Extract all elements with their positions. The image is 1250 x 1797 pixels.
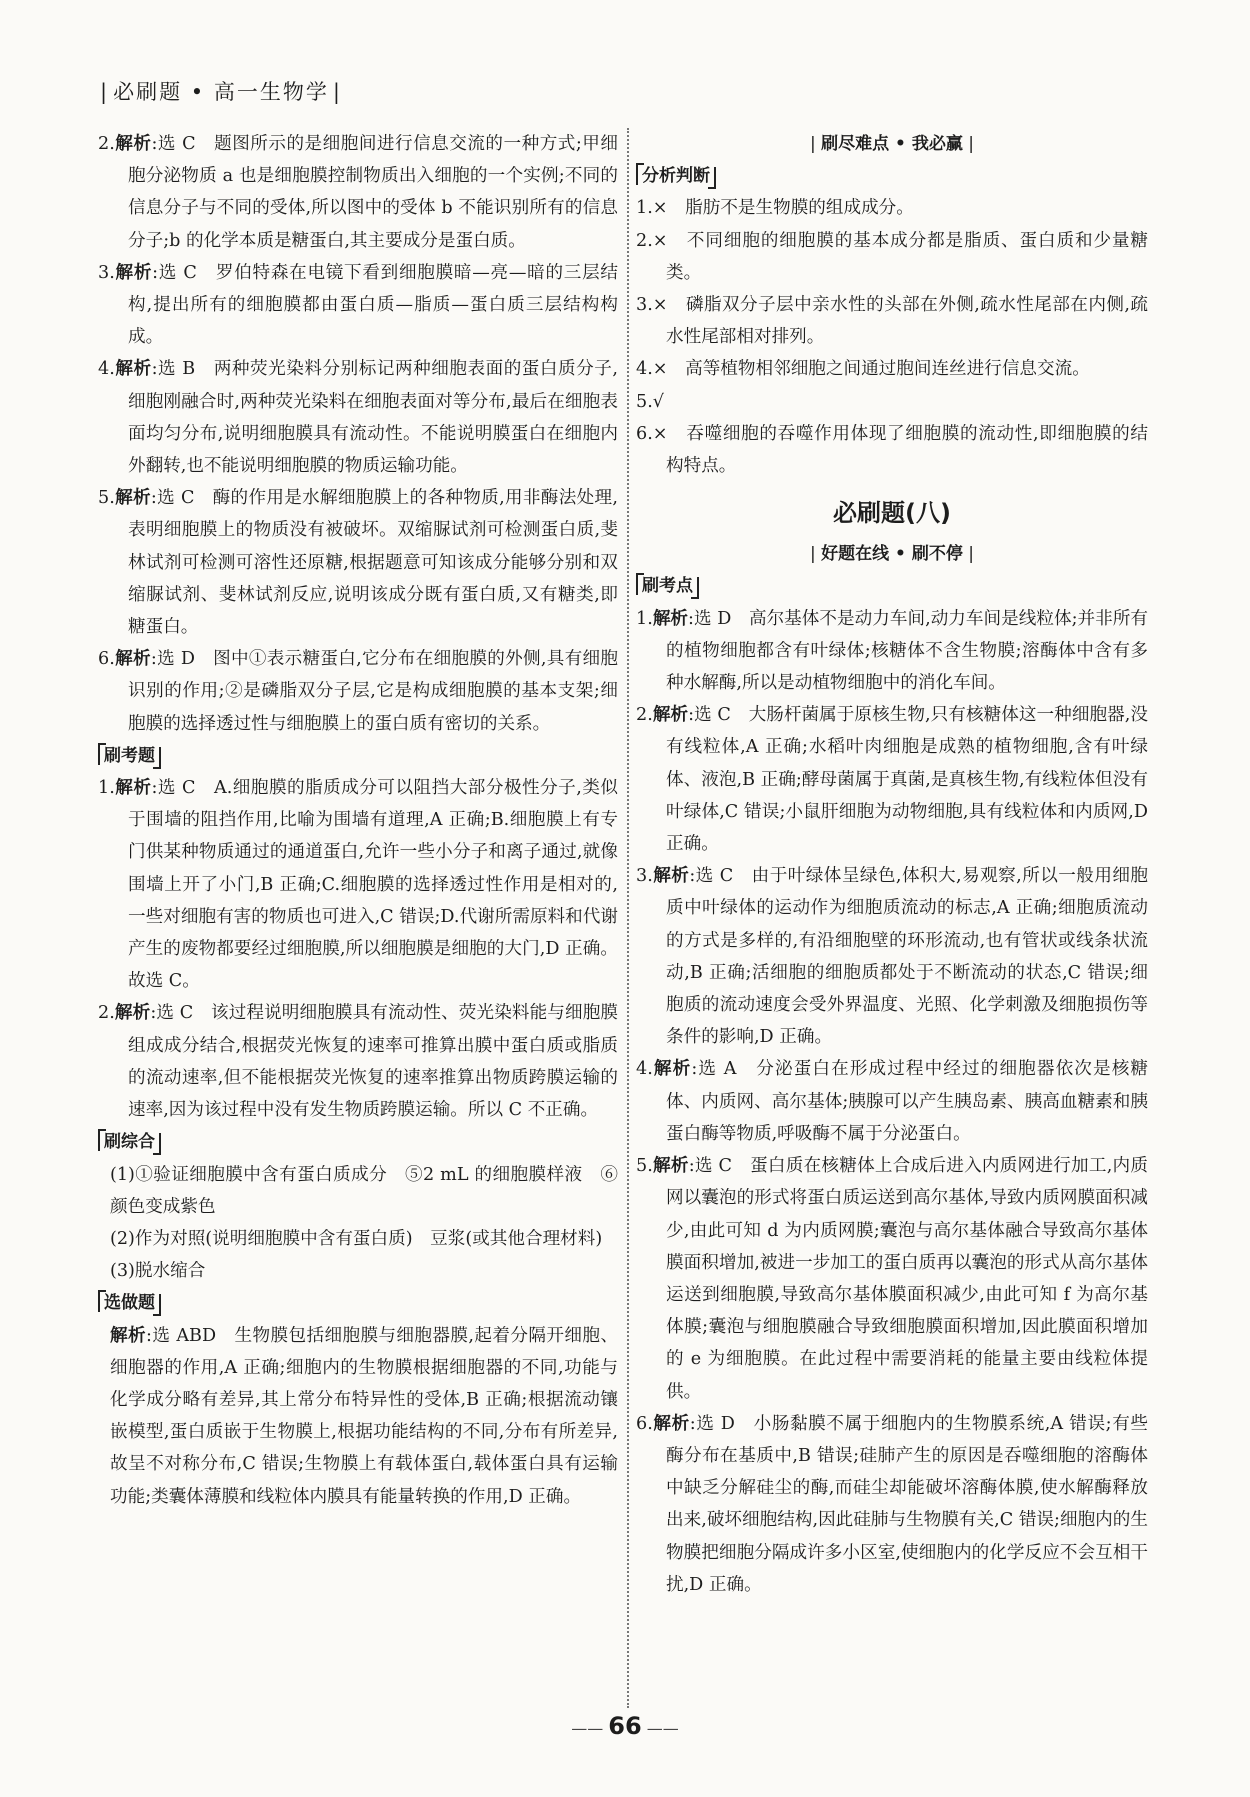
answer-text: :选 ABD 生物膜包括细胞膜与细胞器膜,起着分隔开细胞、细胞器的作用,A 正确;细胞内的生物膜根据细胞器的不同,功能与化学成分略有差异,其上常分布特异性的受体,B 正确;根据流动镶嵌模型,蛋白质嵌于生物膜上,根据功能结构的不同,分布有所差异,故呈不对称分布,C 错误;生物膜上有载体蛋白,载体蛋白具有运输功能;类囊体薄膜和线粒体内膜具有能量转换的作用,D 正确。 [110,1325,618,1507]
item-number: 3. [636,866,653,887]
item-number: 2. [98,1003,115,1024]
answer-item [636,386,1148,418]
answer-item [636,192,1148,224]
section-label-zonghe: 刷综合 [98,1129,161,1155]
answer-text: × 吞噬细胞的吞噬作用体现了细胞膜的流动性,即细胞膜的结构特点。 [652,423,1148,477]
banner-text: | 刷尽难点 • 我必赢 | [810,134,974,154]
item-number: 1. [636,198,653,219]
comp-line-1: (1)①验证细胞膜中含有蛋白质成分 ⑤2 mL 的细胞膜样液 ⑥颜色变成紫色 [110,1164,618,1217]
answer-text: × 脂肪不是生物膜的组成成分。 [652,198,914,219]
comp-line-3: (3)脱水缩合 [110,1261,206,1282]
left-column [98,128,618,1513]
answer-list [98,128,618,740]
running-header: | 必刷题 • 高一生物学 | [100,76,342,106]
answer-item [98,997,618,1126]
item-number: 5. [98,488,115,509]
item-number: 5. [636,1156,653,1177]
answer-label: 解析 [110,1325,146,1346]
answer-label: 解析 [114,1003,151,1024]
answer-item [98,482,618,643]
banner-text: | 好题在线 • 刷不停 | [810,544,974,564]
answer-item [636,418,1148,482]
answer-label: 解析 [652,1059,692,1080]
comp-line-2: (2)作为对照(说明细胞膜中含有蛋白质) 豆浆(或其他合理材料) [110,1228,603,1249]
answer-item [98,643,618,740]
answer-item [636,699,1148,860]
page-number: —— 66 —— [0,1712,1250,1740]
answer-text: × 不同细胞的细胞膜的基本成分都是脂质、蛋白质和少量糖类。 [652,230,1148,283]
item-number: 3. [636,295,653,316]
answer-text: :选 D 高尔基体不是动力车间,动力车间是线粒体;并非所有的植物细胞都含有叶绿体;核糖体不含生物膜;溶酶体中含有多种水解酶,所以是动植物细胞中的消化车间。 [666,608,1148,694]
item-number: 5. [636,391,653,412]
section-banner [636,538,1148,570]
answer-label: 解析 [652,866,690,887]
section-banner [636,128,1148,160]
answer-item [636,603,1148,700]
item-number: 6. [636,423,653,444]
item-number: 1. [636,608,653,629]
answer-label: 解析 [652,1413,690,1434]
answer-item [636,353,1148,385]
item-number: 4. [636,1059,653,1080]
answer-text: √ [652,391,665,412]
answer-text: :选 C 由于叶绿体呈绿色,体积大,易观察,所以一般用细胞质中叶绿体的运动作为细胞质流动的标志,A 正确;细胞质流动的方式是多样的,有沿细胞壁的环形流动,也有管状或线条状流动,B 正确;活细胞的细胞质都处于不断流动的状态,C 错误;细胞质的流动速度会受外界温度、光照、化学刺激及细胞损伤等条件的影响,D 正确。 [666,866,1148,1048]
answer-item [636,289,1148,353]
answer-text: :选 C 题图所示的是细胞间进行信息交流的一种方式;甲细胞分泌物质 a 也是细胞膜控制物质出入细胞的一个实例;不同的信息分子与不同的受体,所以图中的受体 b 不能识别所有的信息分子;b 的化学本质是糖蛋白,其主要成分是蛋白质。 [128,134,618,251]
answer-text: :选 C 该过程说明细胞膜具有流动性、荧光染料能与细胞膜组成成分结合,根据荧光恢复的速率可推算出膜中蛋白质或脂质的流动速率,但不能根据荧光恢复的速率推算出物质跨膜运输的速率,因为该过程中没有发生物质跨膜运输。所以 C 不正确。 [128,1003,618,1121]
answer-item [98,128,618,257]
item-number: 1. [98,778,115,799]
column-divider [627,128,629,1708]
right-column [636,128,1148,1601]
section-label-kaodian: 刷考点 [636,573,699,599]
answer-text: × 磷脂双分子层中亲水性的头部在外侧,疏水性尾部在内侧,疏水性尾部相对排列。 [652,295,1148,348]
answer-label: 解析 [652,608,689,629]
answer-item [636,1053,1148,1150]
answer-item [636,1408,1148,1601]
answer-text: :选 D 图中①表示糖蛋白,它分布在细胞膜的外侧,具有细胞识别的作用;②是磷脂双分子层,它是构成细胞膜的基本支架;细胞膜的选择透过性与细胞膜上的蛋白质有密切的关系。 [128,649,618,734]
answer-text: :选 B 两种荧光染料分别标记两种细胞表面的蛋白质分子,细胞刚融合时,两种荧光染料在细胞表面对等分布,最后在细胞表面均匀分布,说明细胞膜具有流动性。不能说明膜蛋白在细胞内外翻转,也不能说明细胞膜的物质运输功能。 [128,359,618,477]
section-label-fenxi: 分析判断 [636,163,716,189]
answer-label: 解析 [114,359,152,380]
answer-text: :选 C 蛋白质在核糖体上合成后进入内质网进行加工,内质网以囊泡的形式将蛋白质运送到高尔基体,导致内质网膜面积减少,由此可知 d 为内质网膜;囊泡与高尔基体融合导致高尔基体膜面积增加,被进一步加工的蛋白质再以囊泡的形式从高尔基体运送到细胞膜,导致高尔基体膜面积减少,由此可知 f 为高尔基体膜;囊泡与细胞膜融合导致细胞膜面积增加,因此膜面积增加的 e 为细胞膜。在此过程中需要消耗的能量主要由线粒体提供。 [666,1156,1148,1402]
answer-item [98,257,618,354]
judge-list [636,192,1148,482]
item-number: 2. [636,705,653,726]
answer-item [98,353,618,482]
answer-item [98,1320,618,1513]
item-number: 2. [636,230,653,251]
answer-label: 解析 [652,705,689,726]
answer-item [636,225,1148,289]
answer-label: 解析 [114,134,152,154]
chapter-title: 必刷题(八) [833,499,951,528]
answer-text: :选 C 大肠杆菌属于原核生物,只有核糖体这一种细胞器,没有线粒体,A 正确;水稻叶肉细胞是成熟的植物细胞,含有叶绿体、液泡,B 正确;酵母菌属于真菌,是真核生物,有线粒体但没有叶绿体,C 错误;小鼠肝细胞为动物细胞,具有线粒体和内质网,D 正确。 [666,705,1148,855]
answer-text: :选 D 小肠黏膜不属于细胞内的生物膜系统,A 错误;有些酶分布在基质中,B 错误;硅肺产生的原因是吞噬细胞的溶酶体中缺乏分解硅尘的酶,而硅尘却能破坏溶酶体膜,使水解酶释放出来,破坏细胞结构,因此硅肺与生物膜有关,C 错误;细胞内的生物膜把细胞分隔成许多小区室,使细胞内的化学反应不会互相干扰,D 正确。 [666,1413,1148,1595]
section-label-xuanzuo: 选做题 [98,1290,161,1316]
answer-list [636,603,1148,1601]
item-number: 6. [98,649,115,670]
answer-list [98,772,618,1126]
answer-label: 解析 [114,649,151,670]
section-label-kaoti: 刷考题 [98,743,161,769]
answer-text: :选 C A.细胞膜的脂质成分可以阻挡大部分极性分子,类似于围墙的阻挡作用,比喻为围墙有道理,A 正确;B.细胞膜上有专门供某种物质通过的通道蛋白,允许一些小分子和离子通过,就像围墙上开了小门,B 正确;C.细胞膜的选择透过性作用是相对的,一些对细胞有害的物质也可进入,C 错误;D.代谢所需原料和代谢产生的废物都要经过细胞膜,所以细胞膜是细胞的大门,D 正确。故选 C。 [128,778,618,992]
answer-label: 解析 [652,1156,689,1177]
item-number: 6. [636,1413,653,1434]
answer-text: :选 A 分泌蛋白在形成过程中经过的细胞器依次是核糖体、内质网、高尔基体;胰腺可以产生胰岛素、胰高血糖素和胰蛋白酶等物质,呼吸酶不属于分泌蛋白。 [666,1059,1148,1144]
answer-label: 解析 [114,488,151,509]
answer-item [98,772,618,997]
answer-text: :选 C 罗伯特森在电镜下看到细胞膜暗—亮—暗的三层结构,提出所有的细胞膜都由蛋白质—脂质—蛋白质三层结构构成。 [128,262,618,348]
answer-text: × 高等植物相邻细胞之间通过胞间连丝进行信息交流。 [652,359,1090,380]
answer-label: 解析 [114,262,153,283]
item-number: 2. [98,134,115,154]
answer-label: 解析 [114,778,152,799]
item-number: 3. [98,262,115,283]
answer-item [636,860,1148,1053]
item-number: 4. [98,359,115,380]
answer-text: :选 C 酶的作用是水解细胞膜上的各种物质,用非酶法处理,表明细胞膜上的物质没有被破坏。双缩脲试剂可检测蛋白质,斐林试剂可检测可溶性还原糖,根据题意可知该成分能够分别和双缩脲试剂、斐林试剂反应,说明该成分既有蛋白质,又有糖类,即糖蛋白。 [128,488,618,638]
item-number: 4. [636,359,653,380]
answer-item [636,1150,1148,1408]
